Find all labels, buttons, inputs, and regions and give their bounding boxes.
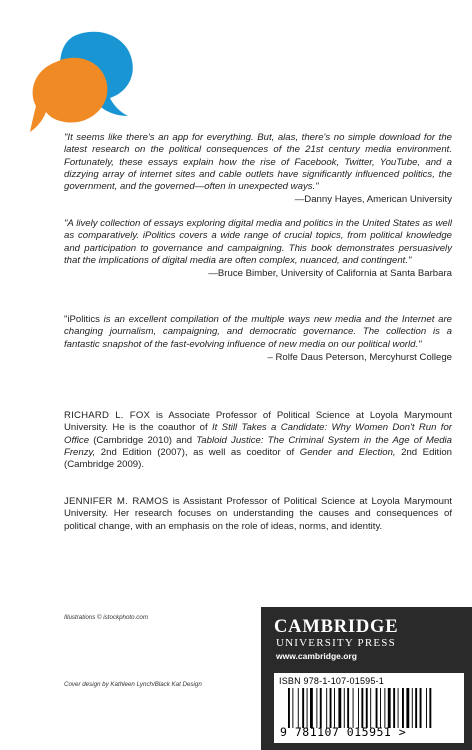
publisher-url: www.cambridge.org bbox=[276, 651, 357, 661]
cover-design-credit: Cover design by Kathleen Lynch/Black Kat Design bbox=[64, 681, 202, 688]
endorsement-quote-bimber bbox=[64, 218, 452, 280]
publisher-name: CAMBRIDGE bbox=[274, 617, 399, 637]
quote-text: "A lively collection of essays exploring digital media and politics in the United States as well as comparatively. iPolitics covers a wide range of crucial topics, from political knowledge and participation to governance and campaigning. This book demonstrates persuasively that the implications of digital media are often complex, nuanced, and contingent." bbox=[64, 218, 452, 266]
quote-attribution: —Bruce Bimber, University of California at Santa Barbara bbox=[208, 268, 452, 280]
quote-text-rest: is an excellent compilation of the multiple ways new media and the Internet are changing journalism, campaigning, and democratic governance. The collection is a fantastic snapshot of the fast-evolving influence of new media on our political world." bbox=[64, 314, 452, 350]
endorsement-quote-peterson bbox=[64, 314, 452, 364]
quote-attribution: – Rolfe Daus Peterson, Mercyhurst College bbox=[267, 351, 452, 363]
quote-text: "It seems like there's an app for everything. But, alas, there's no simple download for the latest research on the political consequences of the 21st century media environment. Fortunately, these essays explain how the rise of Facebook, Twitter, YouTube, and a dizzying array of internet sites and cable outlets have significantly influenced politics, the government, and the governed—often in unexpected ways." bbox=[64, 132, 452, 193]
bio-text: (Cambridge 2010) and bbox=[89, 434, 197, 446]
author-bio-ramos bbox=[64, 496, 452, 533]
bio-text: is Assistant Professor of Political Science at Loyola Marymount University. Her research focuses on understanding the causes and consequences of political change, with an emphasis on the role of ideas, norms, and identity. bbox=[64, 496, 452, 532]
book-title: It Still Takes a Candidate: Why Women Don't Run for Office bbox=[64, 422, 452, 446]
book-title: Tabloid Justice: The Criminal System in the Age of Media Frenzy, bbox=[64, 434, 453, 458]
publisher-logo bbox=[274, 618, 398, 663]
isbn-label: ISBN 978-1-107-01595-1 bbox=[279, 676, 384, 686]
barcode-box bbox=[274, 673, 464, 743]
illustrations-credit: Illustrations © istockphoto.com bbox=[64, 614, 148, 621]
bio-text: 2nd Edition (Cambridge 2009). bbox=[64, 446, 453, 471]
quote-attribution: —Danny Hayes, American University bbox=[294, 194, 452, 206]
barcode-icon bbox=[288, 688, 458, 728]
author-name: RICHARD L. FOX bbox=[64, 410, 151, 421]
quote-text bbox=[64, 314, 452, 351]
author-name: JENNIFER M. RAMOS bbox=[64, 496, 169, 507]
endorsement-quote-hayes bbox=[64, 132, 452, 207]
author-bio-fox bbox=[64, 410, 452, 471]
bio-text: 2nd Edition (2007), as well as coeditor of bbox=[95, 446, 300, 458]
publisher-subname: UNIVERSITY PRESS bbox=[276, 637, 396, 649]
bio-text: is Associate Professor of Political Science at Loyola Marymount University. He is the coauthor of bbox=[64, 410, 453, 434]
publisher-panel bbox=[261, 607, 472, 750]
quote-lead: "iPolitics bbox=[64, 314, 100, 325]
book-title: Gender and Election, bbox=[299, 446, 396, 458]
speech-bubbles-icon bbox=[30, 26, 140, 138]
barcode-digits: 9 781107 015951 > bbox=[280, 725, 407, 739]
